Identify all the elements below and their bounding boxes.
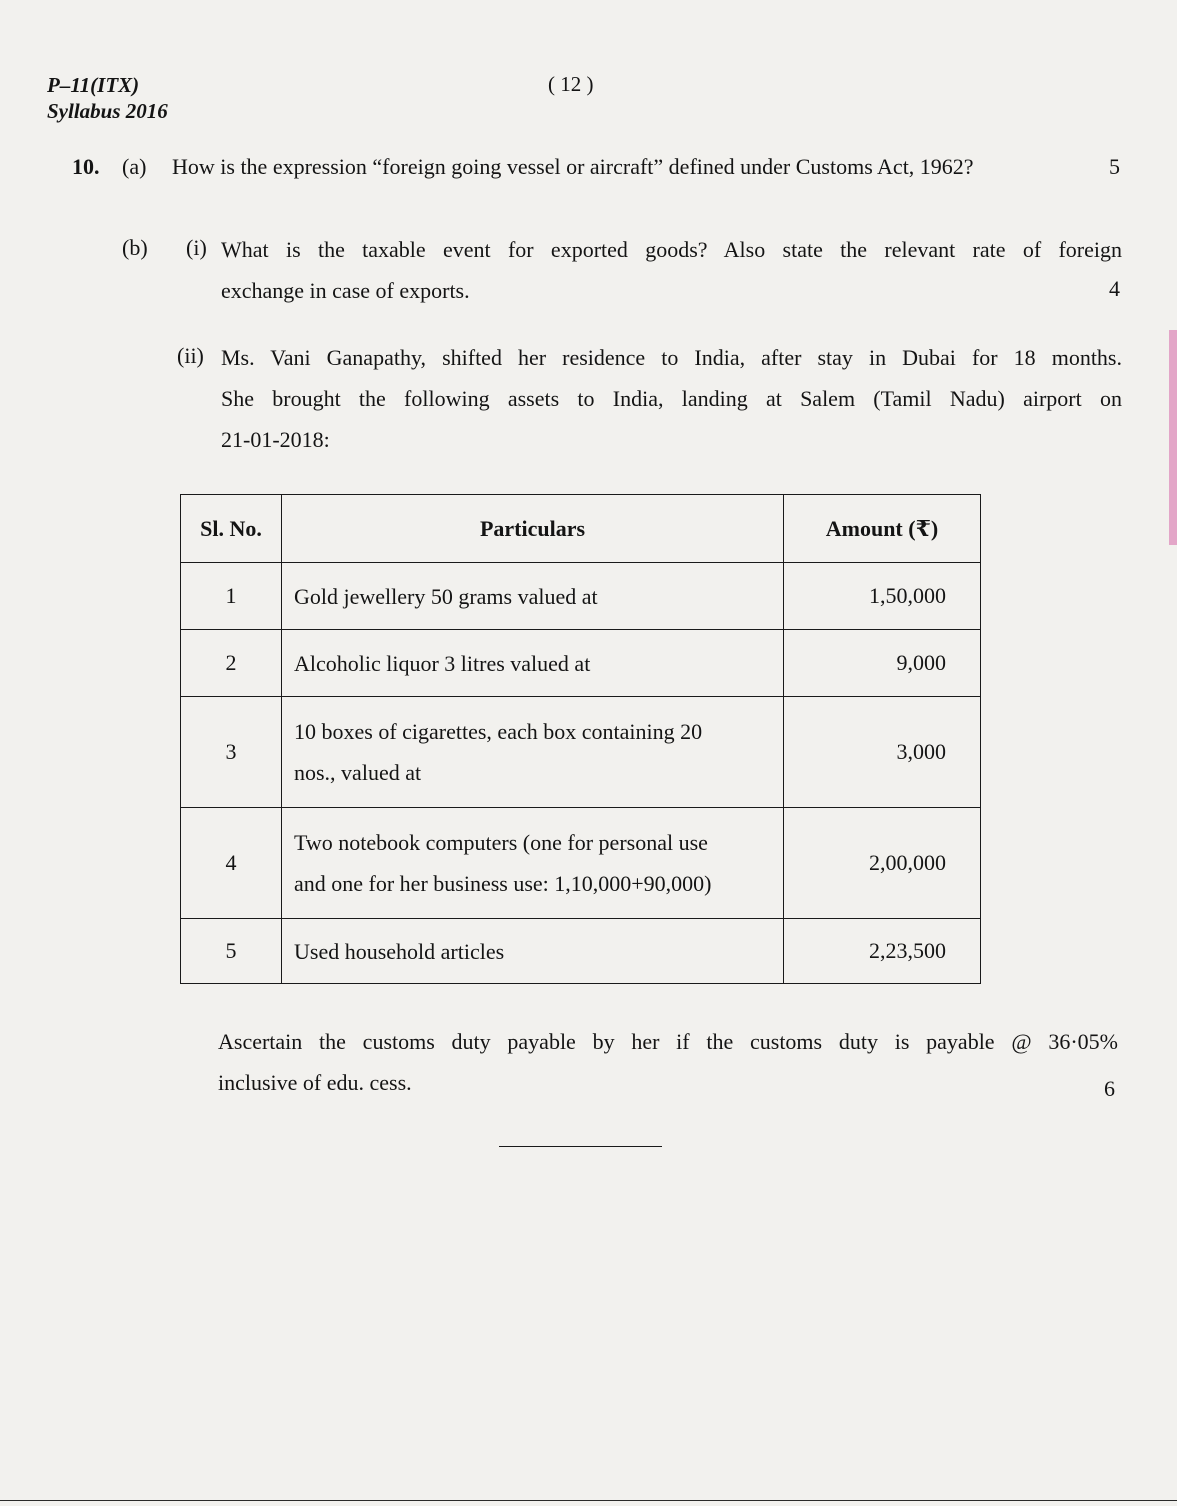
syllabus-label: Syllabus 2016 (47, 99, 168, 123)
sub-ii-line-3: 21-01-2018: (221, 427, 330, 452)
sub-i-marks: 4 (1109, 276, 1120, 301)
row-particulars (282, 919, 784, 984)
row-amount: 1,50,000 (784, 563, 981, 630)
table-row (181, 630, 981, 697)
sub-ii-marks: 6 (1104, 1076, 1115, 1101)
closing-line-1: Ascertain the customs duty payable by her if the customs duty is payable @ 36·05% (218, 1029, 1118, 1054)
row-particulars-line: nos., valued at (294, 760, 422, 785)
assets-table (180, 494, 981, 984)
row-sl: 1 (181, 563, 282, 630)
part-a-marks: 5 (1109, 154, 1120, 179)
sub-ii-label: (ii) (177, 343, 204, 368)
row-particulars-line: 10 boxes of cigarettes, each box containing 20 (294, 719, 703, 744)
row-particulars-line: Alcoholic liquor 3 litres valued at (294, 650, 591, 676)
row-particulars (282, 630, 784, 697)
closing-text (218, 1021, 1118, 1103)
table-row (181, 808, 981, 919)
table-header-row (181, 495, 981, 563)
page-edge-mark (1169, 330, 1177, 545)
sub-ii-line-2: She brought the following assets to India, landing at Salem (Tamil Nadu) airport on (221, 386, 1122, 411)
page-bottom-edge (0, 1500, 1177, 1501)
sub-i-line-2: exchange in case of exports. (221, 278, 470, 303)
page-header (47, 72, 168, 124)
row-amount: 3,000 (784, 697, 981, 808)
row-amount: 2,00,000 (784, 808, 981, 919)
sub-i-label: (i) (186, 235, 207, 260)
row-sl: 3 (181, 697, 282, 808)
paper-code: P–11(ITX) (47, 73, 140, 97)
row-particulars-line: and one for her business use: 1,10,000+90,000) (294, 871, 712, 896)
header-particulars: Particulars (282, 495, 784, 563)
row-amount: 2,23,500 (784, 919, 981, 984)
header-sl-no: Sl. No. (181, 495, 282, 563)
row-particulars-line: Two notebook computers (one for personal use (294, 830, 708, 855)
table-row (181, 919, 981, 984)
part-b-label: (b) (122, 235, 148, 260)
row-particulars (282, 808, 784, 919)
row-amount: 9,000 (784, 630, 981, 697)
part-a-label: (a) (122, 154, 147, 179)
row-sl: 4 (181, 808, 282, 919)
row-particulars (282, 563, 784, 630)
end-rule (499, 1146, 662, 1147)
row-particulars (282, 697, 784, 808)
sub-i-text (221, 229, 1122, 311)
closing-line-2: inclusive of edu. cess. (218, 1070, 412, 1095)
sub-i-line-1: What is the taxable event for exported goods? Also state the relevant rate of foreign (221, 237, 1122, 262)
row-sl: 5 (181, 919, 282, 984)
row-particulars-line: Used household articles (294, 938, 505, 964)
row-sl: 2 (181, 630, 282, 697)
header-amount: Amount (₹) (784, 495, 981, 563)
question-number: 10. (72, 154, 100, 179)
table-row (181, 563, 981, 630)
part-a-text: How is the expression “foreign going vessel or aircraft” defined under Customs Act, 1962? (172, 154, 974, 179)
table-row (181, 697, 981, 808)
sub-ii-line-1: Ms. Vani Ganapathy, shifted her residence to India, after stay in Dubai for 18 months. (221, 345, 1122, 370)
page-number: ( 12 ) (548, 72, 594, 96)
sub-ii-text (221, 337, 1122, 460)
row-particulars-line: Gold jewellery 50 grams valued at (294, 583, 598, 609)
